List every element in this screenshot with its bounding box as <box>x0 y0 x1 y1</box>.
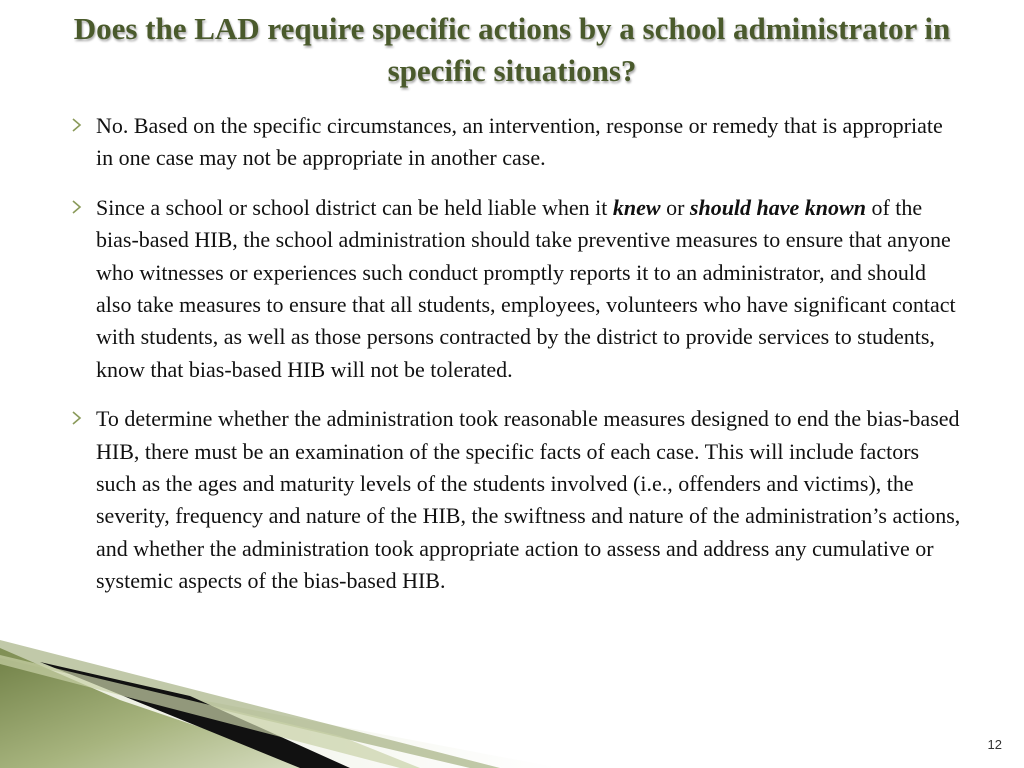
slide-title: Does the LAD require specific actions by a school administrator in specific situations? <box>73 11 951 88</box>
bullet-list <box>72 110 962 615</box>
bullet-text-part: Since a school or school district can be held liable when it <box>96 194 613 220</box>
slide-number: 12 <box>987 737 1002 752</box>
arrowhead-bullet-icon <box>72 411 82 425</box>
emphasis-knew: knew <box>612 194 661 220</box>
bullet-text-part: of the bias-based HIB, the school administration should take preventive measures to ensure that anyone who witnesses or experiences such conduct promptly reports it to an administrator, and should also take measures to ensure that all students, employees, volunteers who have significant contact with students, as well as those persons contracted by the district to provide services to students, know that bias-based HIB will not be tolerated. <box>96 194 956 382</box>
arrowhead-bullet-icon <box>72 200 82 214</box>
bullet-text-part: or <box>660 194 690 220</box>
bullet-text: To determine whether the administration took reasonable measures designed to end the bias-based HIB, there must be an examination of the specific facts of each case. This will include factors such as the ages and maturity levels of the students involved (i.e., offenders and victims), the severity, frequency and nature of the HIB, the swiftness and nature of the administration’s actions, and whether the administration took appropriate action to assess and address any cumulative or systemic aspects of the bias-based HIB. <box>96 406 961 594</box>
bullet-item <box>72 192 962 386</box>
bullet-item <box>72 403 962 597</box>
bullet-text: No. Based on the specific circumstances, an intervention, response or remedy that is appropriate in one case may not be appropriate in another case. <box>96 113 943 171</box>
emphasis-should-have-known: should have known <box>689 194 866 220</box>
bullet-item <box>72 110 962 175</box>
arrowhead-bullet-icon <box>72 118 82 132</box>
